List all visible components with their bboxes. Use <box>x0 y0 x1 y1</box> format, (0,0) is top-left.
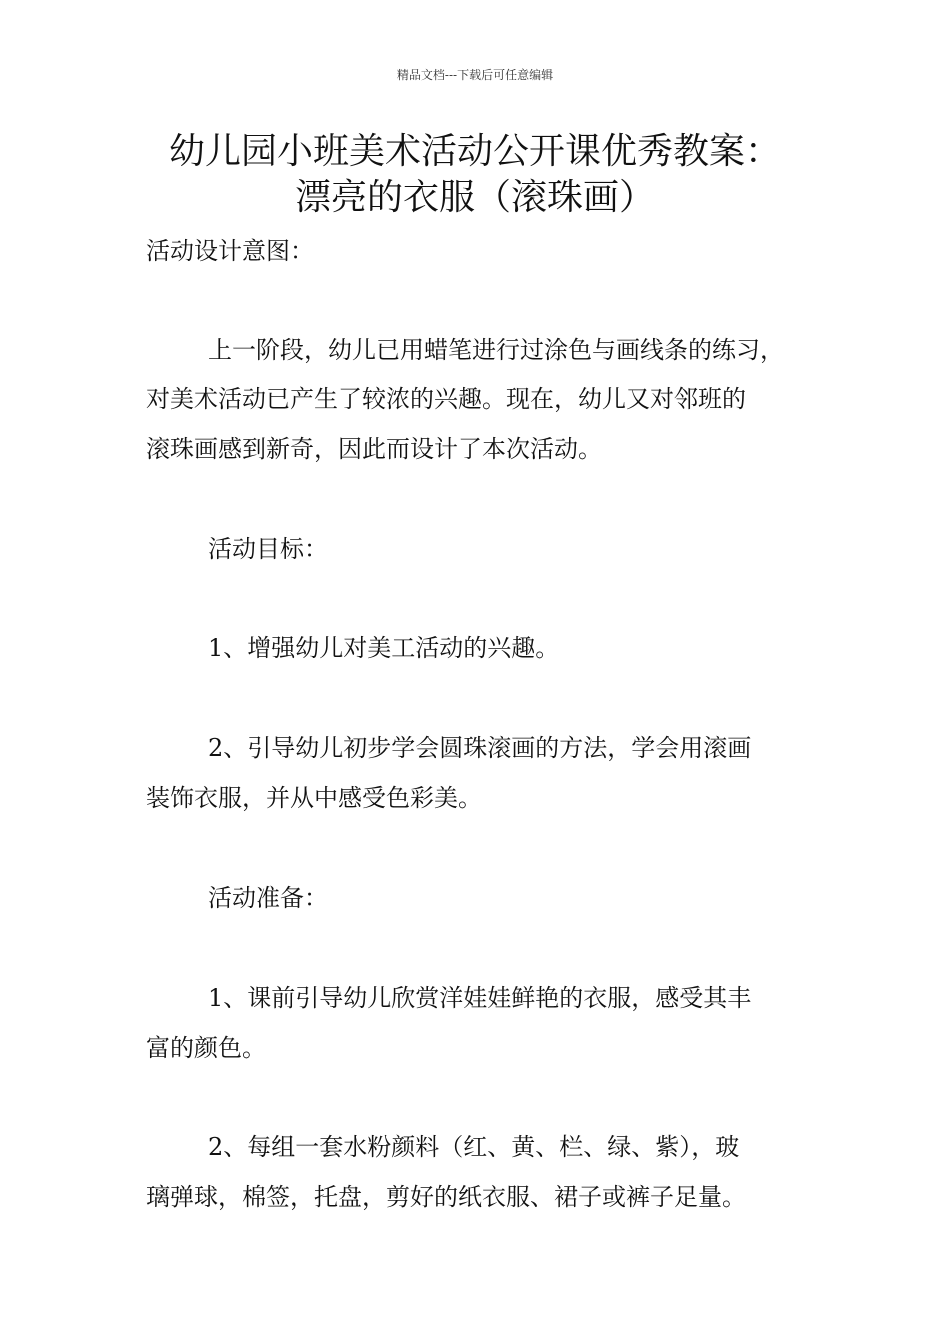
paragraph-line: 对美术活动已产生了较浓的兴趣。现在，幼儿又对邻班的 <box>146 385 746 413</box>
goal-item-2-line-2: 装饰衣服，并从中感受色彩美。 <box>146 784 482 812</box>
prep-item-1-line-2: 富的颜色。 <box>146 1034 266 1062</box>
header-note: 精品文档---下载后可任意编辑 <box>396 68 554 82</box>
goal-item-1: 1、增强幼儿对美工活动的兴趣。 <box>208 634 560 662</box>
goal-item-2-line-1: 2、引导幼儿初步学会圆珠滚画的方法，学会用滚画 <box>208 734 752 762</box>
section-heading-design-intent: 活动设计意图： <box>146 237 314 265</box>
prep-item-2-line-2: 璃弹球，棉签，托盘，剪好的纸衣服、裙子或裤子足量。 <box>146 1183 746 1211</box>
document-title-line-2: 漂亮的衣服（滚珠画） <box>294 177 655 218</box>
section-heading-preparation: 活动准备： <box>208 884 328 912</box>
prep-item-2-line-1: 2、每组一套水粉颜料（红、黄、栏、绿、紫），玻 <box>208 1133 740 1161</box>
document-title-line-1: 幼儿园小班美术活动公开课优秀教案： <box>168 131 781 172</box>
paragraph-line: 上一阶段，幼儿已用蜡笔进行过涂色与画线条的练习， <box>208 336 784 364</box>
prep-item-1-line-1: 1、课前引导幼儿欣赏洋娃娃鲜艳的衣服，感受其丰 <box>208 984 752 1012</box>
paragraph-line: 滚珠画感到新奇，因此而设计了本次活动。 <box>146 435 602 463</box>
section-heading-goals: 活动目标： <box>208 535 328 563</box>
